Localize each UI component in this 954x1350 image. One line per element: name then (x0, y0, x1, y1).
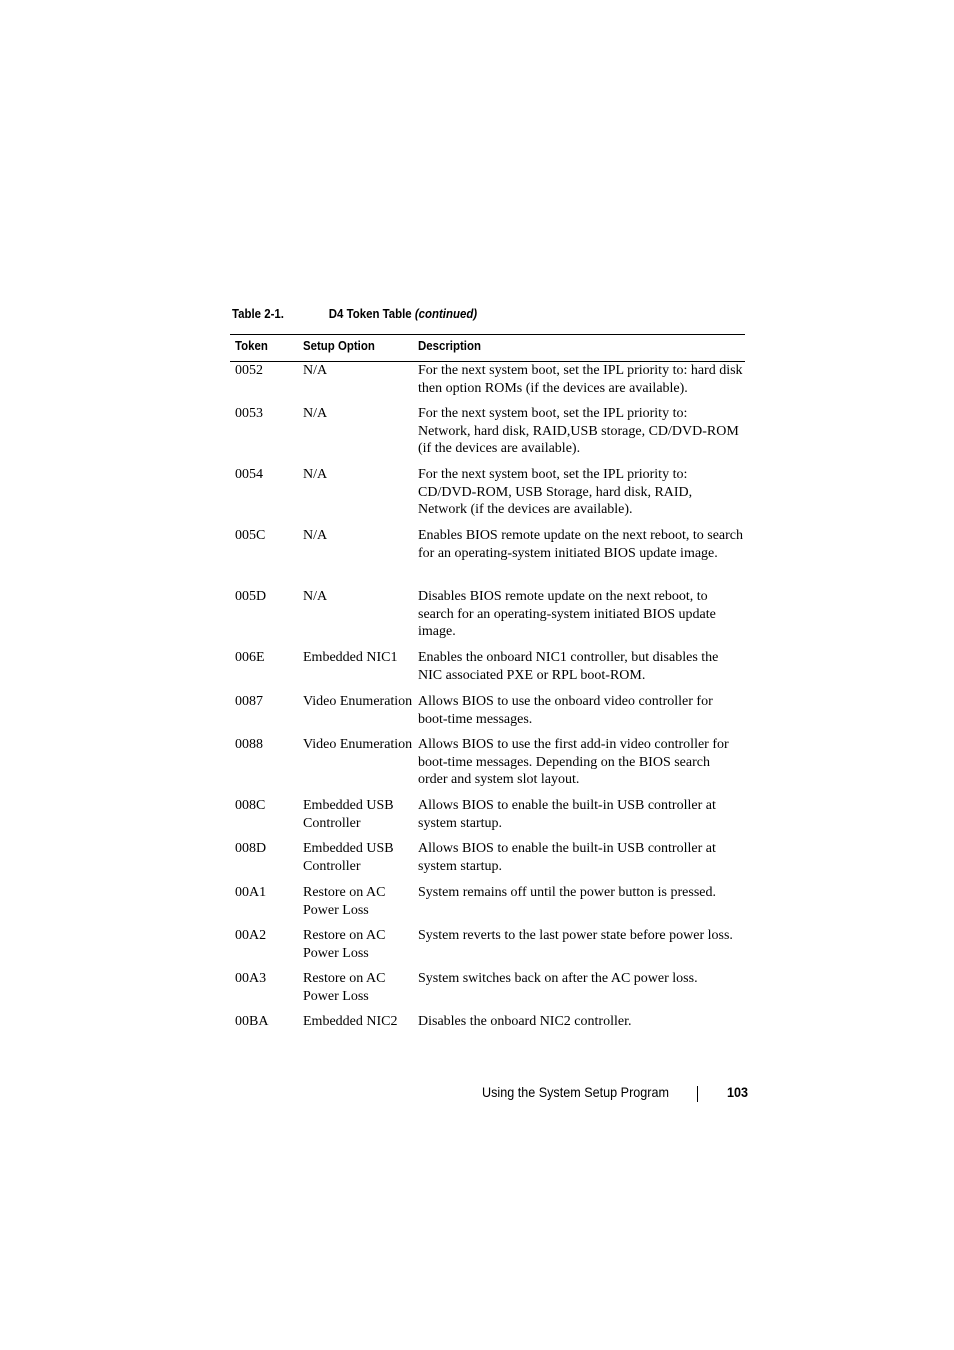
token-cell: 00A3 (235, 971, 267, 986)
description-cell: Allows BIOS to use the first add-in video controller for boot-time messages. Depending on the BIOS search order and system slot layout. (418, 737, 729, 788)
description-cell: For the next system boot, set the IPL priority to: Network, hard disk, RAID,USB storage, CD/DVD-ROM (if the devices are available). (418, 406, 739, 457)
table-row (230, 527, 745, 588)
description-cell: Enables the onboard NIC1 controller, but disables the NIC associated PXE or RPL boot-ROM. (418, 650, 719, 683)
table-top-rule (230, 334, 745, 335)
token-cell: 006E (235, 650, 265, 665)
table-row (230, 693, 745, 736)
table-row (230, 1013, 745, 1039)
setup-option-cell: Restore on AC Power Loss (303, 928, 386, 961)
description-cell: For the next system boot, set the IPL priority to: CD/DVD-ROM, USB Storage, hard disk, RAID, Network (if the devices are available). (418, 467, 693, 518)
token-cell: 00A1 (235, 885, 267, 900)
table-row (230, 588, 745, 649)
token-cell: 0054 (235, 467, 263, 482)
setup-option-cell: N/A (303, 467, 328, 482)
column-header-setup-option: Setup Option (303, 338, 375, 353)
footer-separator (697, 1086, 698, 1102)
table-row (230, 884, 745, 927)
table-caption-continued: (continued) (414, 306, 478, 321)
token-cell: 00BA (235, 1014, 269, 1029)
token-cell: 00A2 (235, 928, 267, 943)
setup-option-cell: N/A (303, 528, 328, 543)
setup-option-cell: Restore on AC Power Loss (303, 971, 386, 1004)
table-row (230, 840, 745, 884)
table-row (230, 736, 745, 797)
setup-option-cell: N/A (303, 589, 328, 604)
setup-option-cell: Embedded USB Controller (303, 798, 394, 831)
table-row (230, 405, 745, 466)
token-cell: 005C (235, 528, 266, 543)
page-number: 103 (727, 1084, 749, 1100)
description-cell: System reverts to the last power state before power loss. (418, 928, 733, 943)
table-body (230, 362, 745, 1039)
token-cell: 005D (235, 589, 267, 604)
token-cell: 008D (235, 841, 267, 856)
setup-option-cell: Restore on AC Power Loss (303, 885, 386, 918)
footer-section-title: Using the System Setup Program (482, 1084, 669, 1100)
table-row (230, 970, 745, 1013)
token-cell: 008C (235, 798, 266, 813)
description-cell: Disables the onboard NIC2 controller. (418, 1014, 632, 1029)
setup-option-cell: Embedded USB Controller (303, 841, 394, 874)
setup-option-cell: Video Enumeration (303, 694, 413, 709)
setup-option-cell: N/A (303, 406, 328, 421)
description-cell: Allows BIOS to enable the built-in USB controller at system startup. (418, 798, 716, 831)
setup-option-cell: Video Enumeration (303, 737, 413, 752)
table-row (230, 649, 745, 693)
description-cell: Disables BIOS remote update on the next reboot, to search for an operating-system initiated BIOS update image. (418, 589, 716, 640)
description-cell: Allows BIOS to enable the built-in USB controller at system startup. (418, 841, 716, 874)
table-caption (232, 306, 477, 321)
setup-option-cell: N/A (303, 363, 328, 378)
table-caption-label: Table 2-1. (232, 306, 284, 321)
token-cell: 0088 (235, 737, 263, 752)
table-row (230, 797, 745, 840)
column-header-description: Description (418, 338, 481, 353)
token-cell: 0087 (235, 694, 263, 709)
token-cell: 0053 (235, 406, 263, 421)
table-row (230, 466, 745, 527)
table-row (230, 927, 745, 970)
description-cell: System remains off until the power button is pressed. (418, 885, 716, 900)
description-cell: Enables BIOS remote update on the next reboot, to search for an operating-system initiated BIOS update image. (418, 528, 744, 561)
token-cell: 0052 (235, 363, 263, 378)
description-cell: For the next system boot, set the IPL priority to: hard disk then option ROMs (if the devices are available). (418, 363, 743, 396)
column-header-token: Token (235, 338, 268, 353)
setup-option-cell: Embedded NIC2 (303, 1014, 398, 1029)
table-caption-title: D4 Token Table (328, 306, 412, 321)
description-cell: Allows BIOS to use the onboard video controller for boot-time messages. (418, 694, 713, 727)
setup-option-cell: Embedded NIC1 (303, 650, 398, 665)
description-cell: System switches back on after the AC power loss. (418, 971, 698, 986)
table-row (230, 362, 745, 405)
